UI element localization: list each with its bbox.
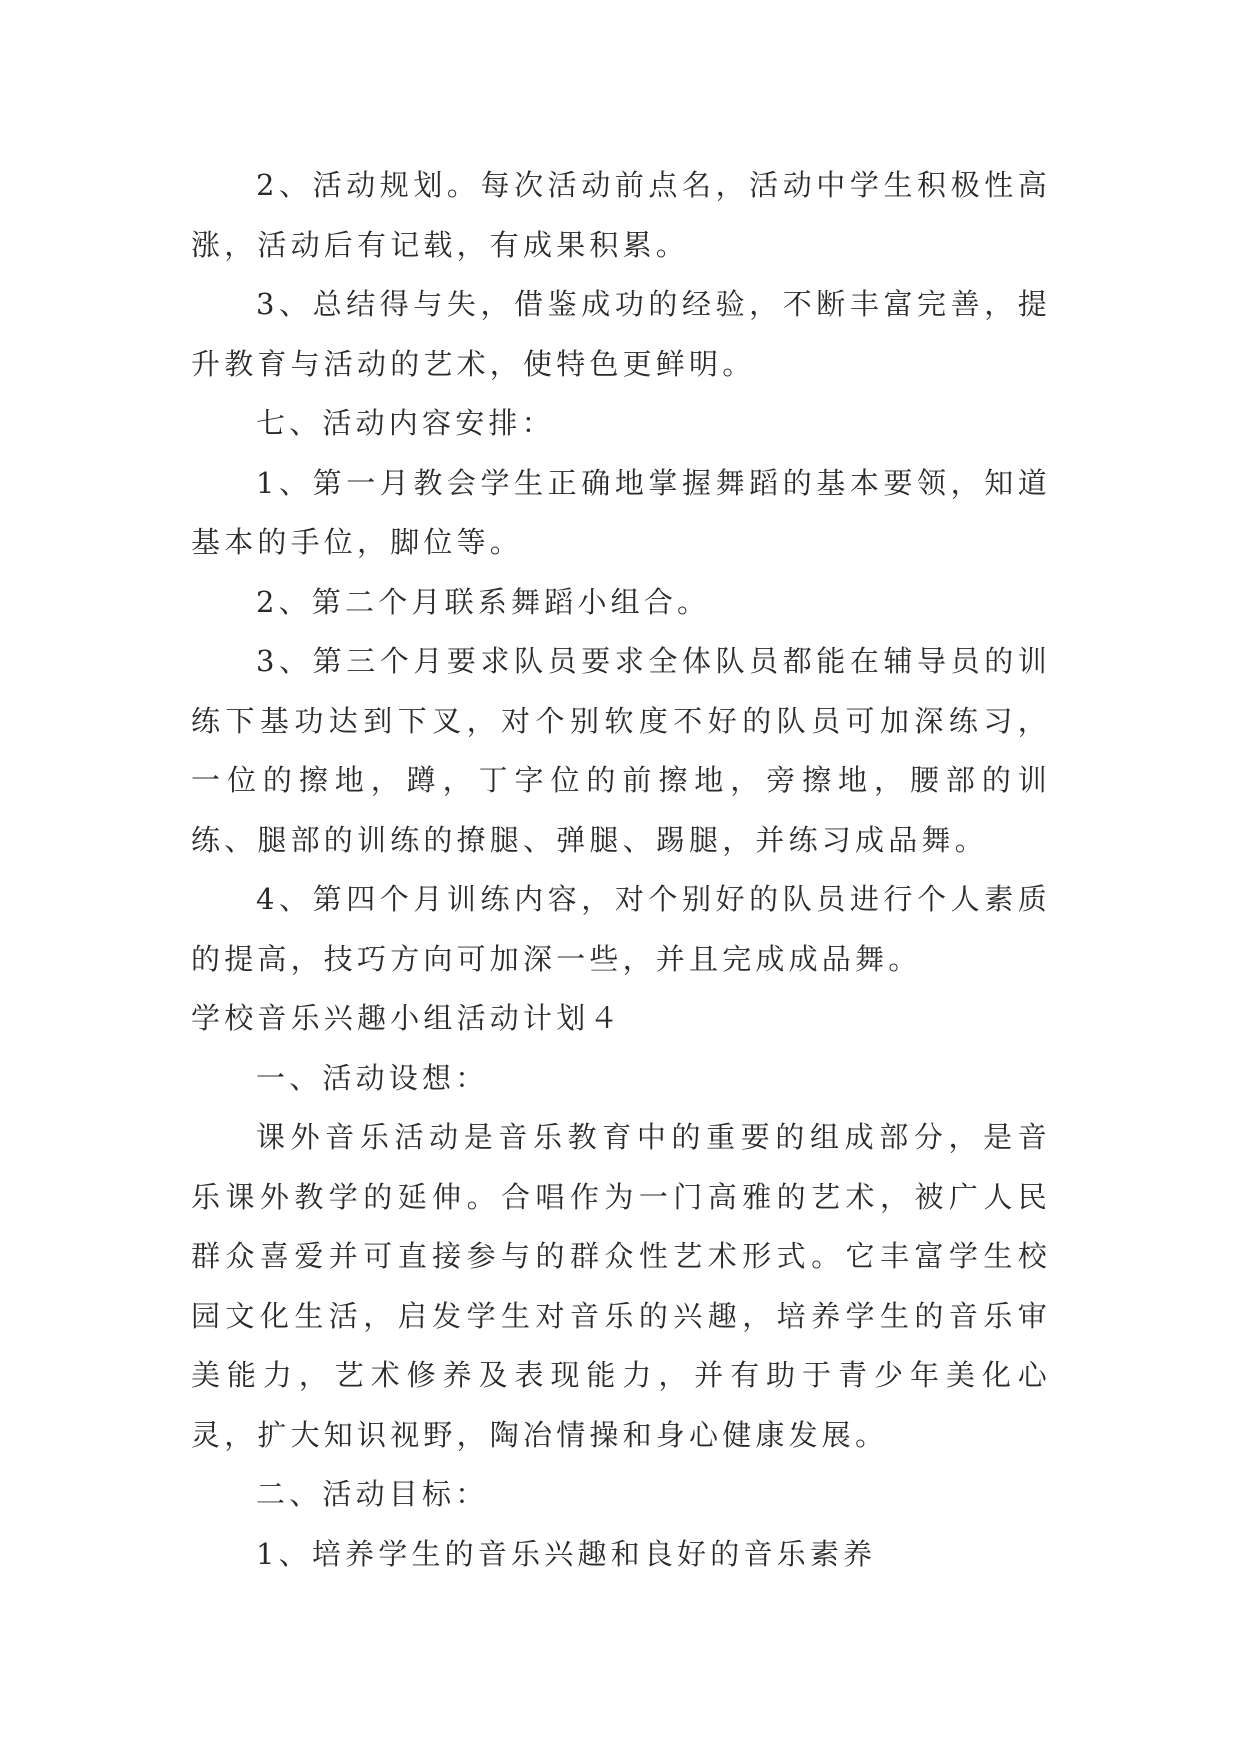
paragraph-activity-planning: 2、活动规划。每次活动前点名，活动中学生积极性高涨，活动后有记载，有成果积累。	[191, 168, 1051, 262]
paragraph-month-four: 4、第四个月训练内容，对个别好的队员进行个人素质的提高，技巧方向可加深一些，并且完成成品舞。	[191, 882, 1051, 976]
document-title-plan-4: 学校音乐兴趣小组活动计划４	[191, 1001, 623, 1035]
paragraph-goal-one: 1、培养学生的音乐兴趣和良好的音乐素养	[256, 1536, 877, 1571]
paragraph-activity-idea: 课外音乐活动是音乐教育中的重要的组成部分，是音乐课外教学的延伸。合唱作为一门高雅的艺术，被广人民群众喜爱并可直接参与的群众性艺术形式。它丰富学生校园文化生活，启发学生对音乐的兴趣，培养学生的音乐审美能力，艺术修养及表现能力，并有助于青少年美化心灵，扩大知识视野，陶冶情操和身心健康发展。	[191, 1120, 1051, 1452]
paragraph-month-two: 2、第二个月联系舞蹈小组合。	[256, 584, 711, 619]
paragraph-month-one: 1、第一月教会学生正确地掌握舞蹈的基本要领，知道基本的手位，脚位等。	[191, 465, 1051, 559]
document-body	[191, 156, 1051, 1584]
paragraph-month-three: 3、第三个月要求队员要求全体队员都能在辅导员的训练下基功达到下叉，对个别软度不好的队员可加深练习，一位的擦地，蹲，丁字位的前擦地，旁擦地，腰部的训练、腿部的训练的撩腿、弹腿、踢腿，并练习成品舞。	[191, 644, 1051, 857]
paragraph-summary: 3、总结得与失，借鉴成功的经验，不断丰富完善，提升教育与活动的艺术，使特色更鲜明。	[191, 287, 1051, 381]
section-heading-activity-idea: 一、活动设想：	[256, 1060, 489, 1095]
section-heading-activity-goals: 二、活动目标：	[256, 1477, 489, 1511]
section-heading-content-arrangement: 七、活动内容安排：	[256, 406, 555, 440]
